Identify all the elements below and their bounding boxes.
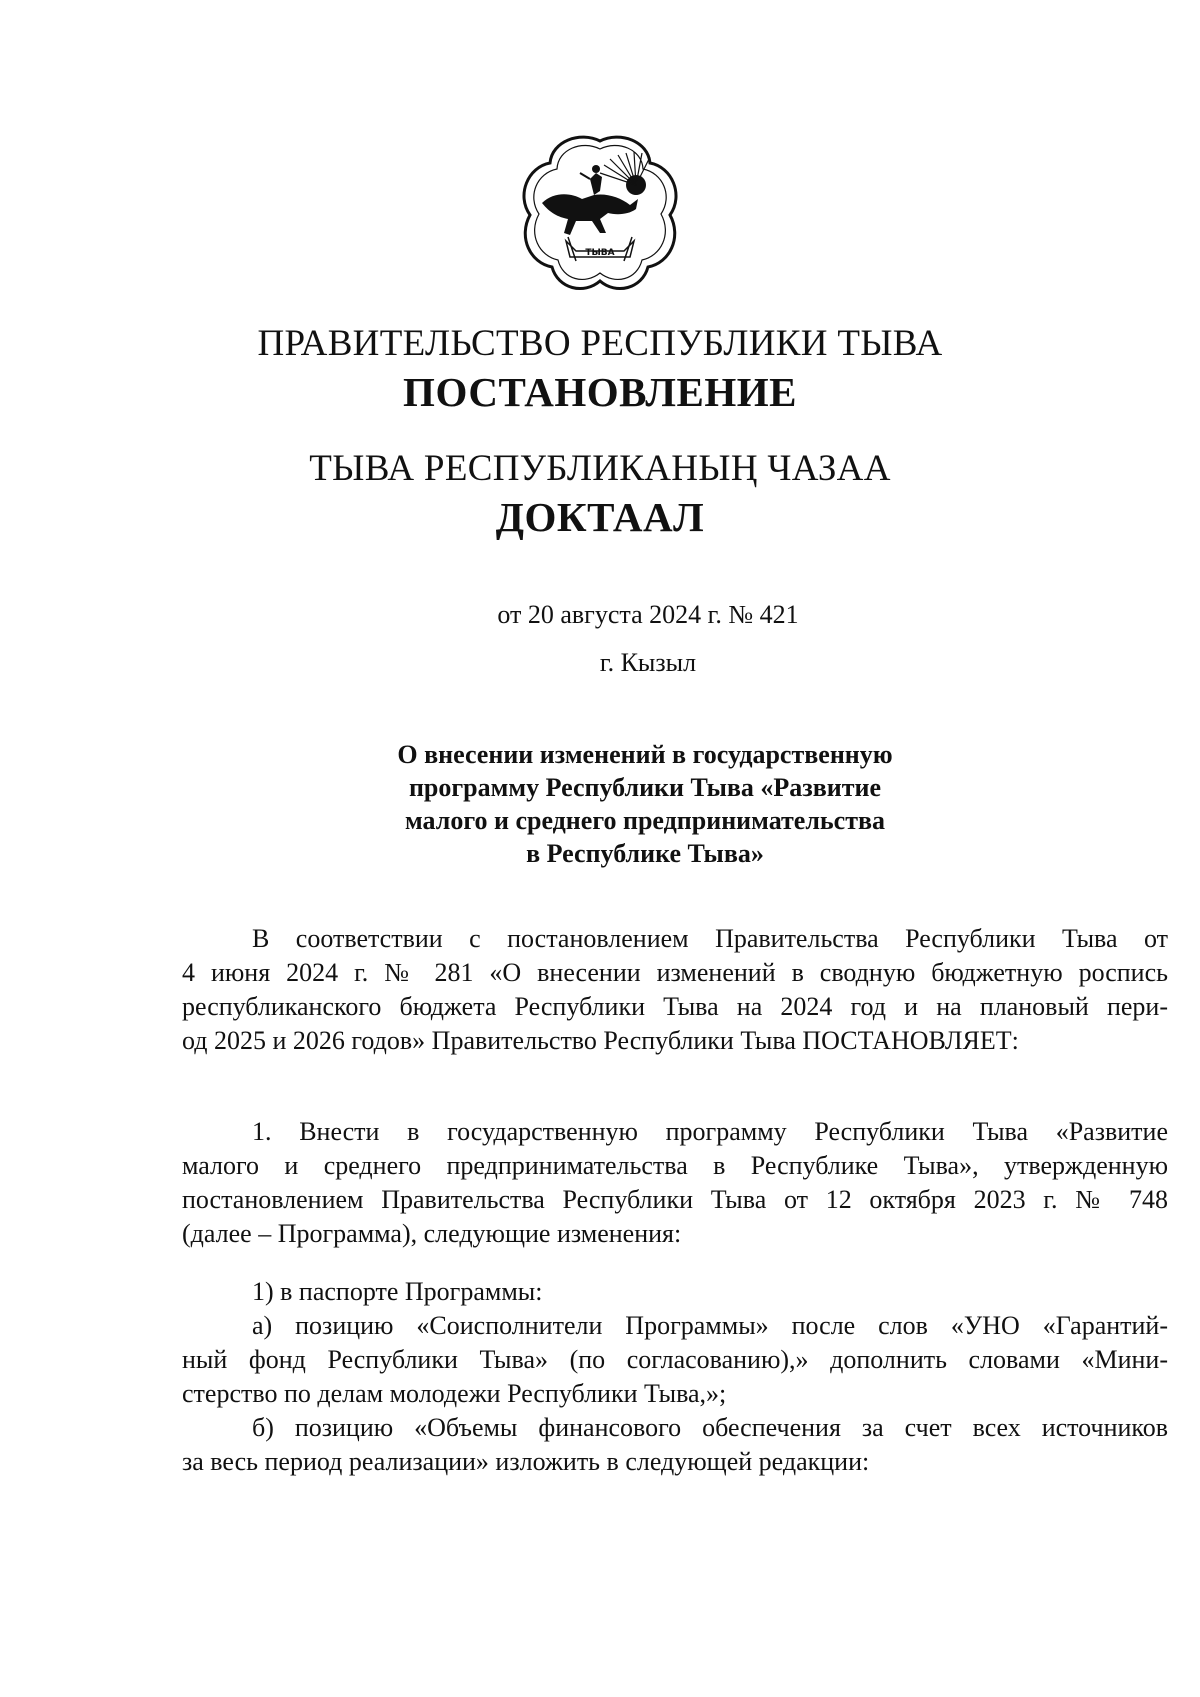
tuva-coat-of-arms-icon xyxy=(520,133,680,293)
subject-line: малого и среднего предпринимательства xyxy=(404,806,886,835)
text-line: 4 июня 2024 г. № 281 «О внесении изменений в сводную бюджетную роспись xyxy=(182,958,1168,987)
subject-line: в Республике Тыва» xyxy=(526,839,764,868)
document-type-ru: ПОСТАНОВЛЕНИЕ xyxy=(403,369,797,415)
text-line: а) позицию «Соисполнители Программы» после слов «УНО «Гарантий- xyxy=(252,1311,1168,1340)
text-line: постановлением Правительства Республики Тыва от 12 октября 2023 г. № 748 xyxy=(182,1185,1168,1214)
text-line: ный фонд Республики Тыва» (по согласованию),» дополнить словами «Мини- xyxy=(182,1345,1168,1374)
clause-1-paragraph xyxy=(182,1115,1168,1251)
date-number: от 20 августа 2024 г. № 421 xyxy=(497,600,799,629)
document-subject xyxy=(340,738,950,870)
subject-line: программу Республики Тыва «Развитие xyxy=(408,773,882,802)
subclause-1-paragraph xyxy=(182,1275,1168,1309)
subject-line: О внесении изменений в государственную xyxy=(397,740,893,769)
text-line: од 2025 и 2026 годов» Правительство Республики Тыва ПОСТАНОВЛЯЕТ: xyxy=(182,1026,1019,1055)
item-b-paragraph xyxy=(182,1411,1168,1479)
item-a-paragraph xyxy=(182,1309,1168,1411)
text-line: 1. Внести в государственную программу Республики Тыва «Развитие xyxy=(252,1117,1168,1146)
preamble-paragraph xyxy=(182,922,1168,1058)
emblem-ribbon-text: ТЫВА xyxy=(585,248,615,258)
text-line: (далее – Программа), следующие изменения: xyxy=(182,1219,682,1248)
text-line: 1) в паспорте Программы: xyxy=(252,1277,543,1306)
text-line: республиканского бюджета Республики Тыва на 2024 год и на плановый пери- xyxy=(182,992,1168,1021)
document-type-tyv: ДОКТААЛ xyxy=(495,494,705,540)
text-line: малого и среднего предпринимательства в Республике Тыва», утвержденную xyxy=(182,1151,1168,1180)
government-title-ru: ПРАВИТЕЛЬСТВО РЕСПУБЛИКИ ТЫВА xyxy=(257,323,943,364)
text-line: б) позицию «Объемы финансового обеспечения за счет всех источников xyxy=(252,1413,1168,1442)
text-line: В соответствии с постановлением Правительства Республики Тыва от xyxy=(252,924,1168,953)
city: г. Кызыл xyxy=(599,648,697,677)
government-title-tyv: ТЫВА РЕСПУБЛИКАНЫҢ ЧАЗАА xyxy=(309,448,891,489)
text-line: за весь период реализации» изложить в следующей редакции: xyxy=(182,1447,870,1476)
text-line: стерство по делам молодежи Республики Тыва,»; xyxy=(182,1379,727,1408)
